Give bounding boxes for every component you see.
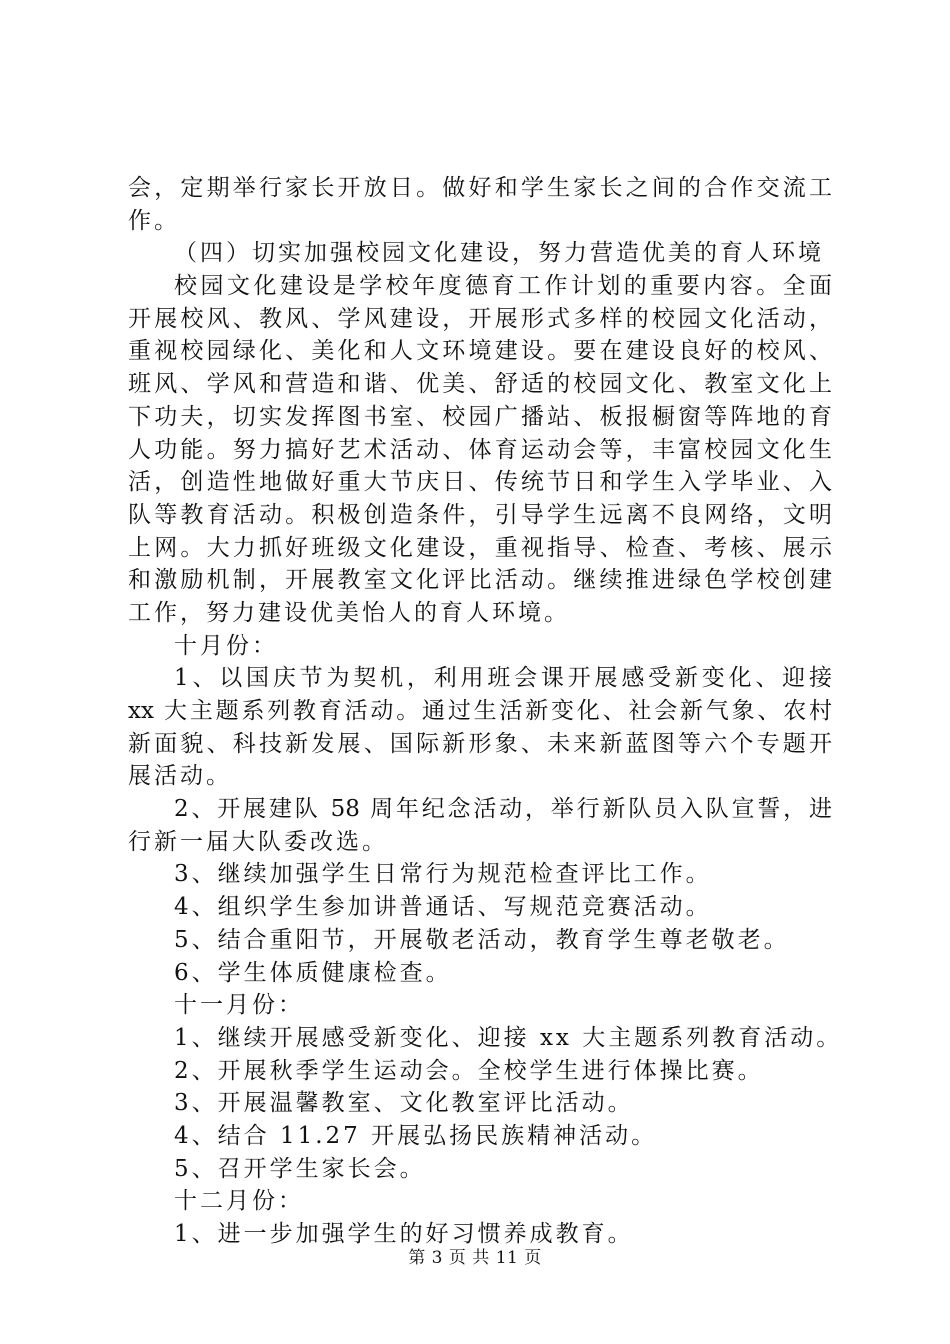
text-line: 开展校风、教风、学风建设，开展形式多样的校园文化活动， (128, 305, 832, 332)
document-body (128, 172, 843, 1251)
text-line: 1、以国庆节为契机，利用班会课开展感受新变化、迎接 (174, 665, 832, 692)
text-line: 1、继续开展感受新变化、迎接 xx 大主题系列教育活动。 (174, 1024, 843, 1051)
text-line: 活，创造性地做好重大节庆日、传统节日和学生入学毕业、入 (128, 469, 832, 496)
text-line: 3、继续加强学生日常行为规范检查评比工作。 (174, 861, 712, 888)
text-line: 2、开展建队 58 周年纪念活动，举行新队员入队宣誓，进 (174, 796, 832, 823)
text-line: 5、召开学生家长会。 (174, 1155, 426, 1182)
text-line: 6、学生体质健康检查。 (174, 959, 452, 986)
text-line: 上网。大力抓好班级文化建设，重视指导、检查、考核、展示 (128, 534, 832, 561)
text-line: 4、结合 11.27 开展弘扬民族精神活动。 (174, 1122, 658, 1149)
text-line: 下功夫，切实发挥图书室、校园广播站、板报橱窗等阵地的育 (128, 403, 832, 430)
text-line: 人功能。努力搞好艺术活动、体育运动会等，丰富校园文化生 (128, 436, 832, 463)
text-line: 5、结合重阳节，开展敬老活动，教育学生尊老敬老。 (174, 926, 790, 953)
text-line: 十月份： (174, 632, 278, 659)
text-line: 会，定期举行家长开放日。做好和学生家长之间的合作交流工 (128, 175, 832, 201)
text-line: 十二月份： (174, 1188, 304, 1215)
text-line: 行新一届大队委改选。 (128, 828, 388, 855)
text-line: 1、进一步加强学生的好习惯养成教育。 (174, 1221, 634, 1247)
text-line: 班风、学风和营造和谐、优美、舒适的校园文化、教室文化上 (128, 371, 832, 398)
text-line: xx 大主题系列教育活动。通过生活新变化、社会新气象、农村 (128, 698, 832, 724)
text-line: 校园文化建设是学校年度德育工作计划的重要内容。全面 (174, 273, 832, 300)
text-line: （四）切实加强校园文化建设，努力营造优美的育人环境 (174, 240, 824, 267)
text-line: 新面貌、科技新发展、国际新形象、未来新蓝图等六个专题开 (128, 730, 832, 757)
text-line: 工作，努力建设优美怡人的育人环境。 (128, 599, 570, 626)
text-line: 作。 (128, 207, 180, 234)
text-line: 3、开展温馨教室、文化教室评比活动。 (174, 1090, 634, 1117)
text-line: 2、开展秋季学生运动会。全校学生进行体操比赛。 (174, 1057, 764, 1084)
text-line: 十一月份： (174, 992, 304, 1019)
text-line: 4、组织学生参加讲普通话、写规范竞赛活动。 (174, 894, 712, 921)
text-line: 重视校园绿化、美化和人文环境建设。要在建设良好的校风、 (128, 338, 832, 365)
text-line: 展活动。 (128, 763, 232, 790)
text-line: 和激励机制，开展教室文化评比活动。继续推进绿色学校创建 (128, 567, 832, 594)
text-line: 队等教育活动。积极创造条件，引导学生远离不良网络，文明 (128, 501, 832, 528)
page-footer: 第 3 页 共 11 页 (408, 1248, 542, 1268)
